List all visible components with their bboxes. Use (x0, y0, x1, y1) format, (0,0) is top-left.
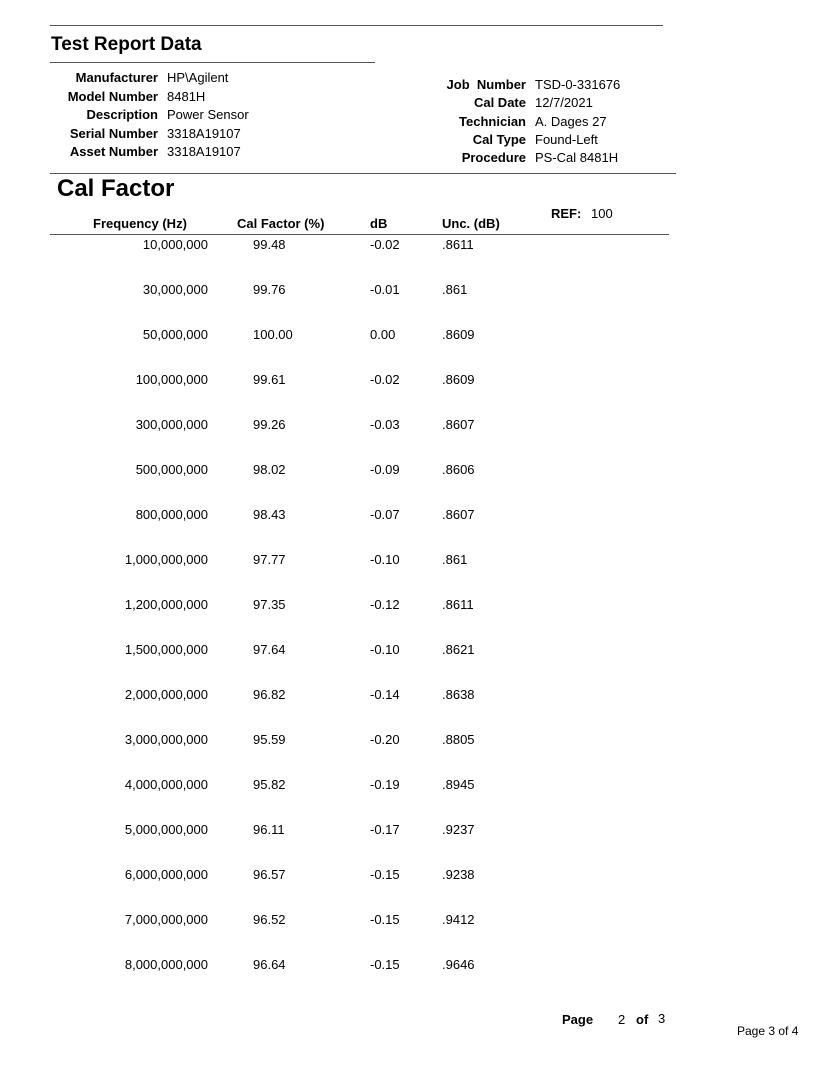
col-cal-factor: Cal Factor (%) (237, 216, 325, 231)
device-label: Model Number (67, 88, 158, 104)
db-cell: -0.15 (370, 912, 400, 927)
db-cell: -0.01 (370, 282, 400, 297)
frequency-cell: 7,000,000,000 (124, 912, 208, 927)
job-label: Cal Date (473, 95, 526, 111)
db-cell: -0.10 (370, 642, 400, 657)
unc-cell: .8805 (442, 732, 475, 747)
cal-factor-cell: 98.43 (253, 507, 286, 522)
cal-factor-cell: 96.82 (253, 687, 286, 702)
report-title: Test Report Data (51, 34, 202, 55)
unc-cell: .8607 (442, 507, 475, 522)
cal-factor-cell: 97.64 (253, 642, 286, 657)
device-value: HP\Agilent (167, 70, 229, 85)
job-label: Procedure (461, 150, 526, 166)
db-cell: -0.09 (370, 462, 400, 477)
frequency-cell: 6,000,000,000 (124, 867, 208, 882)
footer-page-total: 3 (658, 1011, 666, 1026)
cal-factor-cell: 96.64 (253, 957, 286, 972)
frequency-cell: 1,500,000,000 (124, 642, 208, 657)
frequency-cell: 50,000,000 (142, 327, 208, 342)
unc-cell: .861 (442, 282, 468, 297)
device-label: Asset Number (69, 144, 158, 159)
device-label: Serial Number (69, 125, 158, 141)
db-cell: -0.14 (370, 687, 400, 702)
cal-factor-cell: 99.76 (253, 282, 286, 297)
cal-factor-cell: 96.11 (253, 822, 285, 837)
cal-factor-cell: 99.26 (253, 417, 286, 432)
unc-cell: .8609 (442, 327, 475, 342)
frequency-cell: 1,000,000,000 (124, 552, 208, 567)
db-cell: -0.02 (370, 237, 400, 252)
frequency-cell: 300,000,000 (135, 417, 208, 432)
frequency-cell: 3,000,000,000 (124, 732, 208, 747)
frequency-cell: 500,000,000 (135, 462, 208, 477)
section-rule (50, 173, 676, 174)
frequency-cell: 2,000,000,000 (124, 687, 208, 702)
cal-factor-cell: 96.52 (253, 912, 286, 927)
job-value: Found-Left (535, 131, 598, 147)
frequency-cell: 800,000,000 (135, 507, 208, 522)
job-label: Job Number (446, 77, 526, 92)
db-cell: -0.19 (370, 777, 400, 792)
unc-cell: .9238 (442, 867, 475, 882)
cal-factor-cell: 95.59 (253, 732, 286, 747)
unc-cell: .9412 (442, 912, 475, 927)
db-cell: -0.02 (370, 372, 400, 387)
db-cell: -0.12 (370, 597, 400, 612)
cal-factor-cell: 95.82 (253, 777, 286, 792)
frequency-cell: 5,000,000,000 (124, 822, 208, 837)
frequency-cell: 4,000,000,000 (124, 777, 208, 792)
job-value: PS-Cal 8481H (535, 150, 619, 166)
frequency-cell: 30,000,000 (142, 282, 208, 297)
device-label: Description (86, 107, 158, 122)
cal-factor-cell: 96.57 (253, 867, 286, 882)
db-cell: -0.15 (370, 867, 400, 882)
job-value: A. Dages 27 (535, 113, 607, 129)
frequency-cell: 10,000,000 (142, 237, 208, 252)
job-label: Cal Type (472, 131, 526, 147)
doc-page-number: Page 3 of 4 (737, 1024, 799, 1038)
unc-cell: .9646 (442, 957, 475, 972)
unc-cell: .8607 (442, 417, 475, 432)
device-value: Power Sensor (167, 107, 249, 122)
device-value: 3318A19107 (167, 125, 241, 141)
title-rule (50, 62, 375, 63)
db-cell: -0.03 (370, 417, 400, 432)
device-value: 3318A19107 (167, 144, 241, 159)
cal-factor-cell: 97.77 (253, 552, 286, 567)
cal-factor-cell: 97.35 (253, 597, 286, 612)
cal-factor-cell: 100.00 (253, 327, 293, 342)
db-cell: -0.15 (370, 957, 400, 972)
frequency-cell: 1,200,000,000 (124, 597, 208, 612)
device-value: 8481H (167, 88, 206, 104)
frequency-cell: 100,000,000 (135, 372, 208, 387)
unc-cell: .8609 (442, 372, 475, 387)
cal-factor-cell: 98.02 (253, 462, 286, 477)
unc-cell: .861 (442, 552, 468, 567)
job-label: Technician (459, 113, 526, 129)
db-cell: -0.17 (370, 822, 400, 837)
db-cell: -0.07 (370, 507, 400, 522)
db-cell: -0.10 (370, 552, 400, 567)
col-db: dB (370, 216, 388, 231)
cal-factor-cell: 99.61 (253, 372, 286, 387)
section-title: Cal Factor (57, 175, 175, 202)
unc-cell: .8611 (442, 237, 474, 252)
unc-cell: .8606 (442, 462, 475, 477)
frequency-cell: 8,000,000,000 (124, 957, 208, 972)
unc-cell: .8945 (442, 777, 475, 792)
unc-cell: .8611 (442, 597, 474, 612)
db-cell: 0.00 (370, 327, 396, 342)
job-value: TSD-0-331676 (535, 77, 621, 92)
db-cell: -0.20 (370, 732, 400, 747)
footer-page-num: 2 (618, 1012, 626, 1027)
footer-of-label: of (636, 1012, 649, 1027)
unc-cell: .8638 (442, 687, 475, 702)
unc-cell: .8621 (442, 642, 475, 657)
col-frequency: Frequency (Hz) (93, 216, 187, 231)
top-rule (50, 25, 663, 26)
cal-factor-cell: 99.48 (253, 237, 286, 252)
ref-value: 100 (591, 206, 613, 221)
footer-page-label: Page (562, 1012, 594, 1027)
col-unc: Unc. (dB) (442, 216, 500, 231)
header-rule (50, 234, 669, 235)
unc-cell: .9237 (442, 822, 475, 837)
device-label: Manufacturer (75, 70, 158, 85)
ref-label: REF: (551, 206, 582, 221)
job-value: 12/7/2021 (535, 95, 593, 111)
